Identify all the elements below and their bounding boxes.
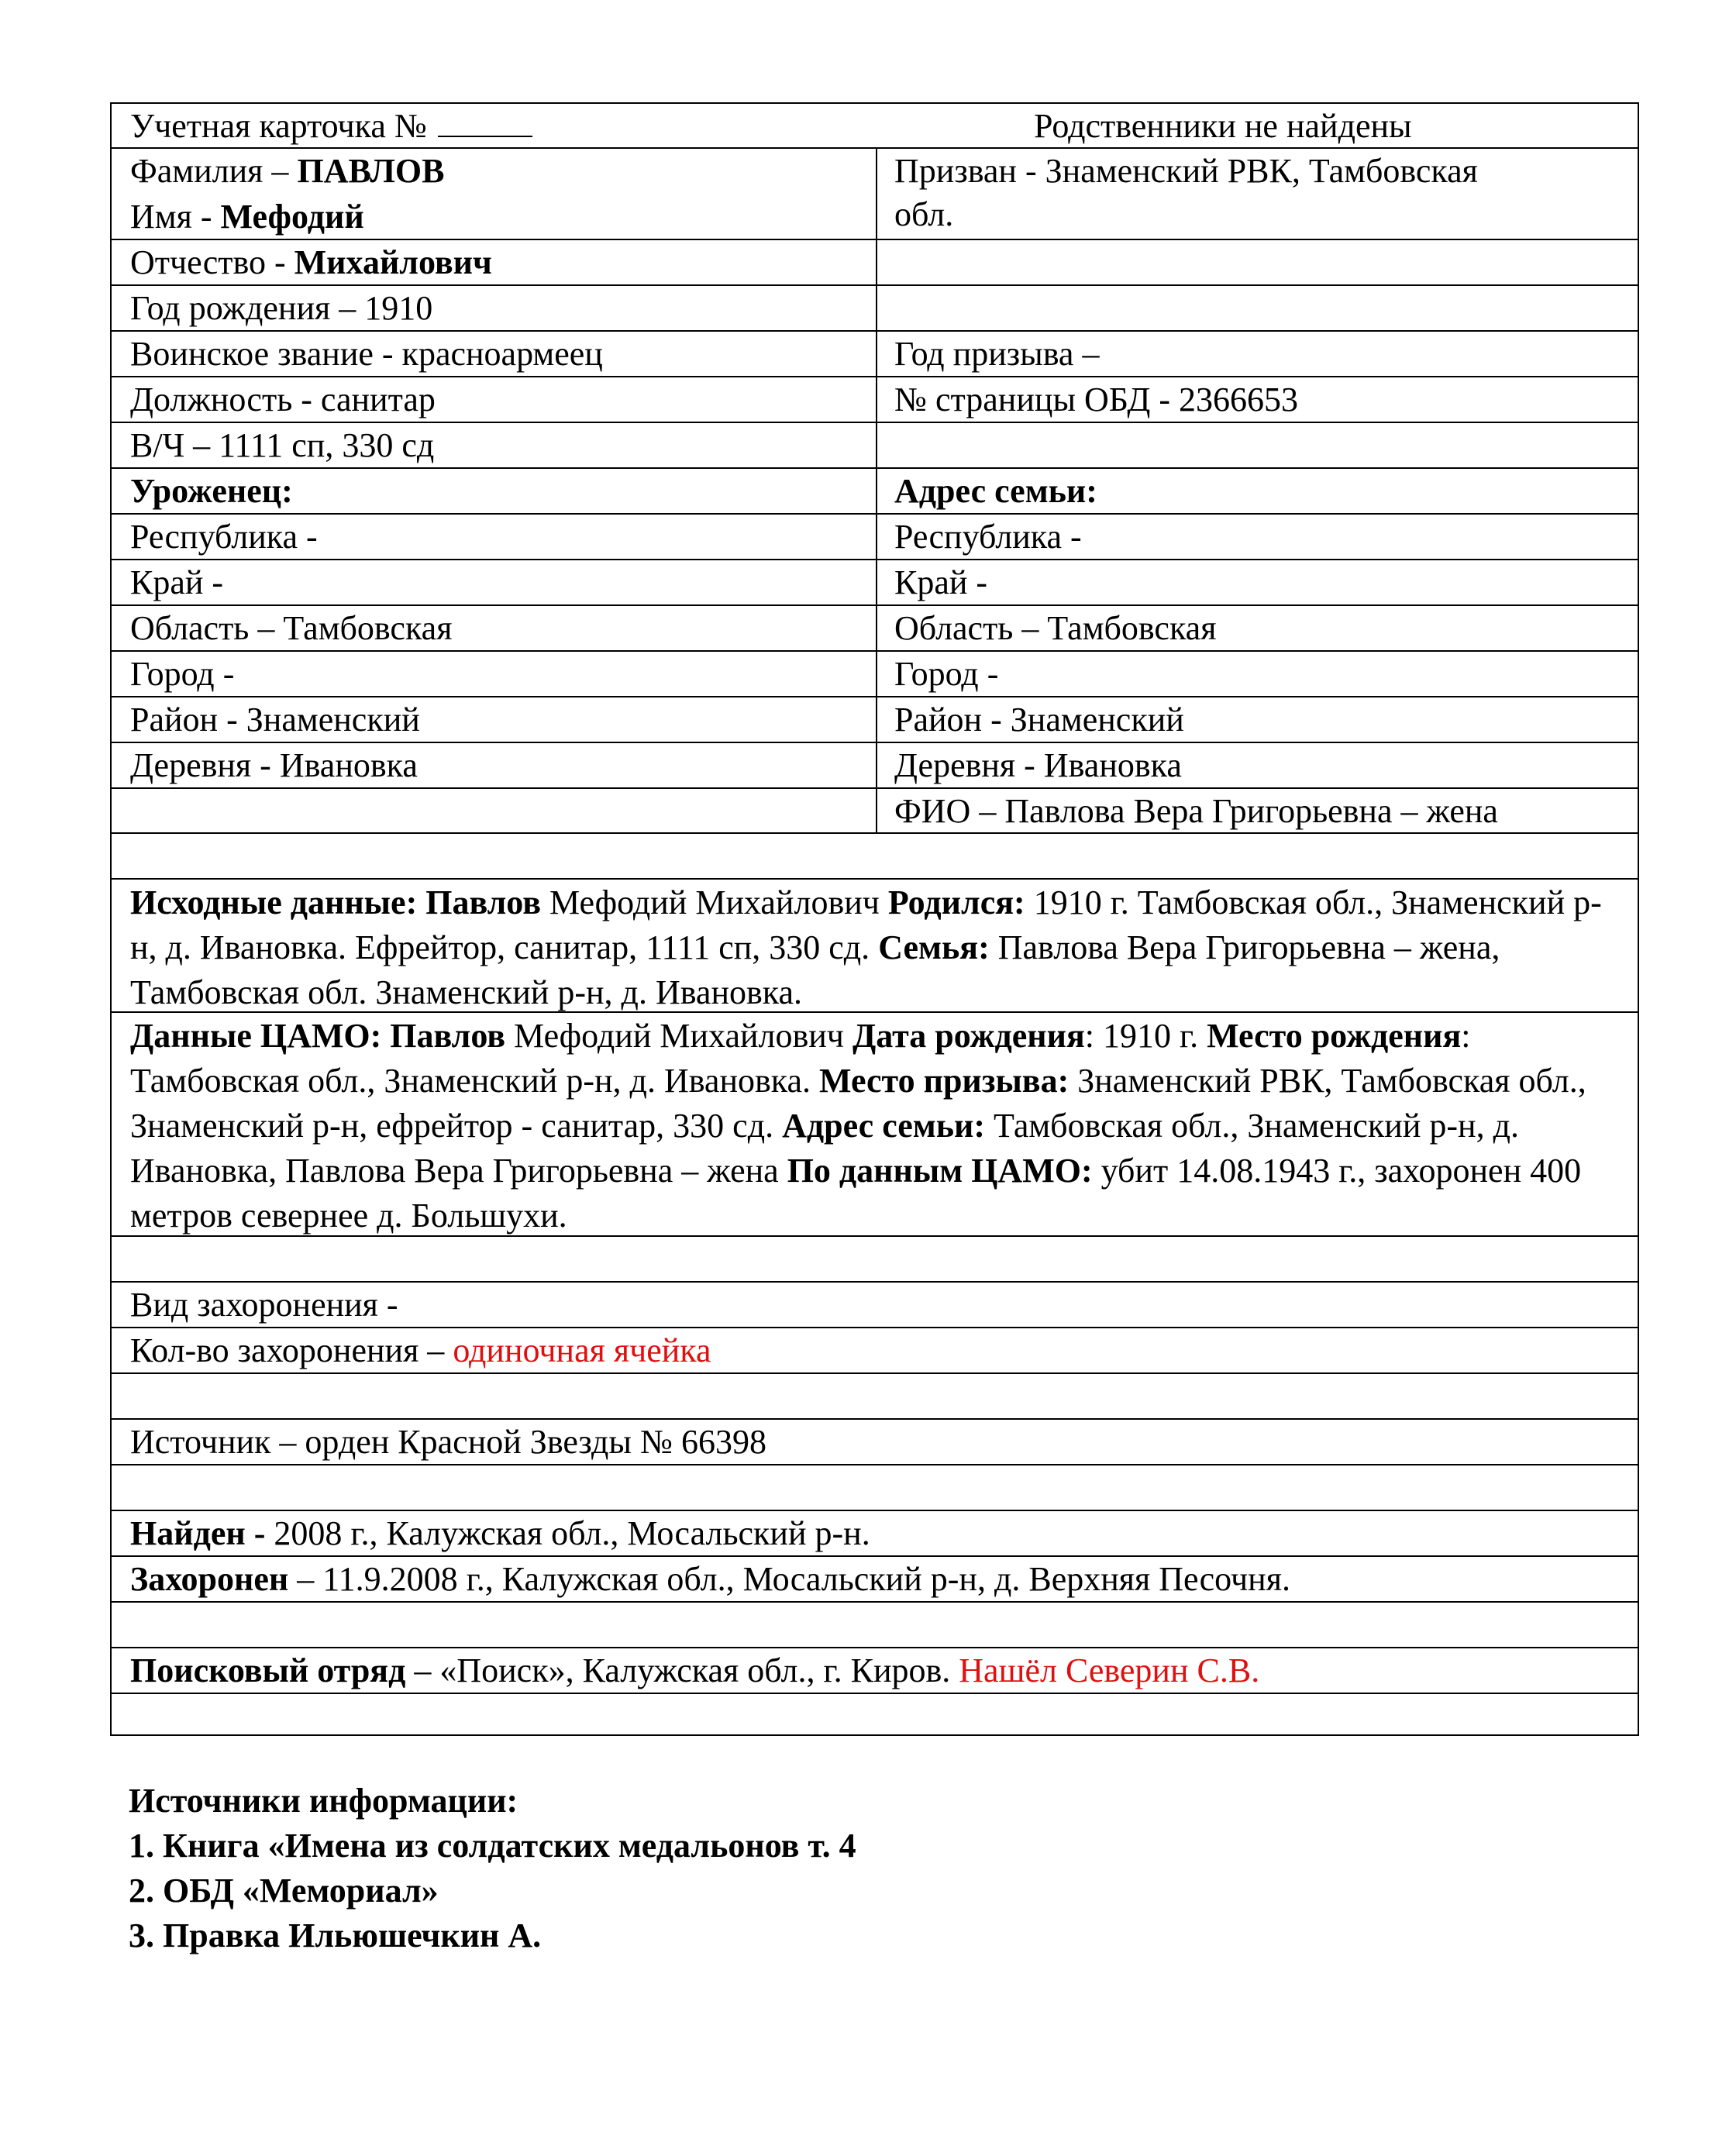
surname-field: Фамилия – ПАВЛОВ (130, 152, 445, 190)
found-field: Найден - 2008 г., Калужская обл., Мосальский р-н. (130, 1514, 870, 1552)
unit-field: В/Ч – 1111 сп, 330 сд (130, 426, 435, 464)
obd-page: № страницы ОБД - 2366653 (894, 381, 1299, 418)
native-district: Район - Знаменский (130, 701, 420, 739)
rank-field: Воинское звание - красноармеец (130, 335, 603, 373)
family-village: Деревня - Ивановка (894, 746, 1182, 784)
source-data-paragraph: Исходные данные: Павлов Мефодий Михайлович Родился: 1910 г. Тамбовская обл., Знаменский р-н, д. Ивановка. Ефрейтор, санитар, 1111 сп, 330 сд. Семья: Павлова Вера Григорьевна – жена, Тамбовская обл. Знаменский р-н, д. Ивановка. (130, 883, 1602, 1011)
family-fio: ФИО – Павлова Вера Григорьевна – жена (894, 792, 1498, 830)
row-divider (112, 513, 1638, 515)
birth-year-field: Год рождения – 1910 (130, 289, 433, 327)
position-field: Должность - санитар (130, 381, 436, 418)
info-source-item: 3. Правка Ильюшечкин А. (129, 1917, 542, 1954)
record-card (110, 102, 1639, 1736)
native-header: Уроженец: (130, 472, 293, 510)
native-republic: Республика - (130, 518, 318, 556)
drafted-line2: обл. (894, 195, 954, 233)
search-squad-field: Поисковый отряд – «Поиск», Калужская обл., г. Киров. Нашёл Северин С.В. (130, 1651, 1260, 1689)
native-village: Деревня - Ивановка (130, 746, 418, 784)
info-sources (129, 1779, 856, 1958)
family-header: Адрес семьи: (894, 472, 1097, 510)
family-district: Район - Знаменский (894, 701, 1184, 739)
row-divider (112, 559, 1638, 560)
burial-count: Кол-во захоронения – одиночная ячейка (130, 1331, 711, 1369)
native-city: Город - (130, 655, 235, 693)
info-sources-title: Источники информации: (129, 1782, 518, 1820)
buried-field: Захоронен – 11.9.2008 г., Калужская обл., Мосальский р-н, д. Верхняя Песочня. (130, 1560, 1290, 1598)
family-city: Город - (894, 655, 999, 693)
native-krai: Край - (130, 563, 224, 601)
draft-year: Год призыва – (894, 335, 1100, 373)
card-number-blank (438, 105, 532, 137)
info-source-item: 1. Книга «Имена из солдатских медальонов т. 4 (129, 1827, 856, 1865)
native-oblast: Область – Тамбовская (130, 609, 453, 647)
family-oblast: Область – Тамбовская (894, 609, 1217, 647)
family-krai: Край - (894, 563, 988, 601)
name-field: Имя - Мефодий (130, 198, 364, 236)
row-divider (112, 878, 1638, 880)
burial-type: Вид захоронения - (130, 1286, 398, 1324)
drafted-line1: Призван - Знаменский РВК, Тамбовская (894, 152, 1478, 190)
source-field: Источник – орден Красной Звезды № 66398 (130, 1423, 766, 1461)
column-divider (876, 147, 877, 832)
tsamo-paragraph: Данные ЦАМО: Павлов Мефодий Михайлович Дата рождения: 1910 г. Место рождения: Тамбовская обл., Знаменский р-н, д. Ивановка. Место призыва: Знаменский РВК, Тамбовская обл., Знаменский р-н, ефрейтор - санитар, 330 сд. Адрес семьи: Тамбовская обл., Знаменский р-н, д. Ивановка, Павлова Вера Григорьевна – жена По данным ЦАМО: убит 14.08.1943 г., захоронен 400 метров севернее д. Большухи. (130, 1017, 1586, 1235)
card-number: Учетная карточка № (130, 104, 532, 149)
relatives-status: Родственники не найдены (1034, 107, 1412, 145)
info-source-item: 2. ОБД «Мемориал» (129, 1872, 439, 1910)
patronymic-field: Отчество - Михайлович (130, 243, 492, 281)
family-republic: Республика - (894, 518, 1082, 556)
